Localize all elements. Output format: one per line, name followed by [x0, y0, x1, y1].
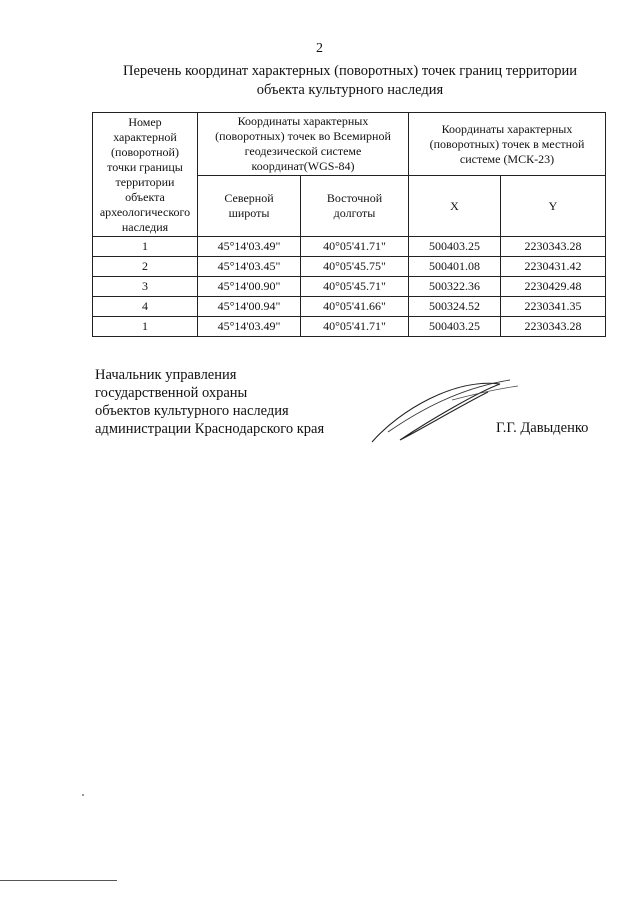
table-row [93, 237, 606, 257]
cell-north: 45°14'03.49" [198, 237, 301, 257]
cell-y: 2230343.28 [501, 237, 606, 257]
header-point-line: объекта [125, 189, 165, 204]
header-north-latitude [198, 176, 301, 237]
table-row [93, 277, 606, 297]
position-line: объектов культурного наследия [95, 403, 289, 419]
page-number: 2 [316, 41, 323, 56]
header-wgs-line: геодезической системе [244, 144, 362, 158]
cell-point-number: 3 [93, 277, 198, 297]
footer-rule [0, 880, 117, 881]
header-east-line: долготы [333, 206, 376, 220]
cell-x: 500401.08 [409, 257, 501, 277]
title-line-2: объекта культурного наследия [256, 82, 444, 98]
header-point-line: наследия [121, 219, 169, 234]
cell-point-number: 4 [93, 297, 198, 317]
cell-north: 45°14'03.49" [198, 317, 301, 337]
cell-east: 40°05'41.66" [301, 297, 409, 317]
header-east-longitude [301, 176, 409, 237]
header-msk-line: Координаты характерных [441, 121, 573, 136]
header-point-line: территории [115, 174, 175, 189]
header-point-line: (поворотной) [111, 144, 179, 159]
header-north-line: Северной [224, 191, 274, 205]
header-msk-line: (поворотных) точек в местной [429, 136, 585, 151]
cell-east: 40°05'41.71" [301, 317, 409, 337]
cell-x: 500324.52 [409, 297, 501, 317]
cell-x: 500322.36 [409, 277, 501, 297]
header-point-line: точки границы [107, 159, 183, 174]
signer-name: Г.Г. Давыденко [496, 420, 589, 436]
header-east-line: Восточной [326, 191, 383, 205]
cell-north: 45°14'03.45" [198, 257, 301, 277]
header-msk23 [409, 113, 606, 176]
table-row [93, 317, 606, 337]
header-y: Y [501, 176, 606, 237]
header-wgs-line: Координаты характерных [237, 114, 369, 128]
table-row [93, 257, 606, 277]
handwritten-signature [360, 370, 520, 450]
header-point-number [93, 113, 198, 237]
cell-x: 500403.25 [409, 317, 501, 337]
cell-north: 45°14'00.90" [198, 277, 301, 297]
scan-speck [82, 794, 84, 796]
document-title [60, 62, 639, 100]
header-x: X [409, 176, 501, 237]
cell-y: 2230431.42 [501, 257, 606, 277]
position-line: государственной охраны [95, 385, 248, 401]
cell-y: 2230343.28 [501, 317, 606, 337]
position-line: администрации Краснодарского края [95, 421, 325, 437]
cell-east: 40°05'41.71" [301, 237, 409, 257]
cell-y: 2230341.35 [501, 297, 606, 317]
header-point-line: археологического [99, 204, 191, 219]
header-wgs84 [198, 113, 409, 176]
header-point-line: Номер [128, 114, 162, 129]
signatory-position [95, 366, 324, 438]
header-wgs-line: (поворотных) точек во Всемирной [215, 129, 391, 143]
header-msk-line: системе (МСК-23) [459, 151, 555, 166]
cell-north: 45°14'00.94" [198, 297, 301, 317]
title-line-1: Перечень координат характерных (поворотных) точек границ территории [122, 63, 578, 79]
position-line: Начальник управления [95, 367, 237, 383]
header-point-line: характерной [113, 129, 177, 144]
table-row [93, 297, 606, 317]
cell-x: 500403.25 [409, 237, 501, 257]
cell-point-number: 1 [93, 237, 198, 257]
cell-y: 2230429.48 [501, 277, 606, 297]
header-wgs-line: координат(WGS-84) [251, 159, 355, 173]
cell-point-number: 2 [93, 257, 198, 277]
cell-east: 40°05'45.75" [301, 257, 409, 277]
coordinates-table [92, 112, 606, 337]
cell-east: 40°05'45.71" [301, 277, 409, 297]
cell-point-number: 1 [93, 317, 198, 337]
header-north-line: широты [228, 206, 270, 220]
